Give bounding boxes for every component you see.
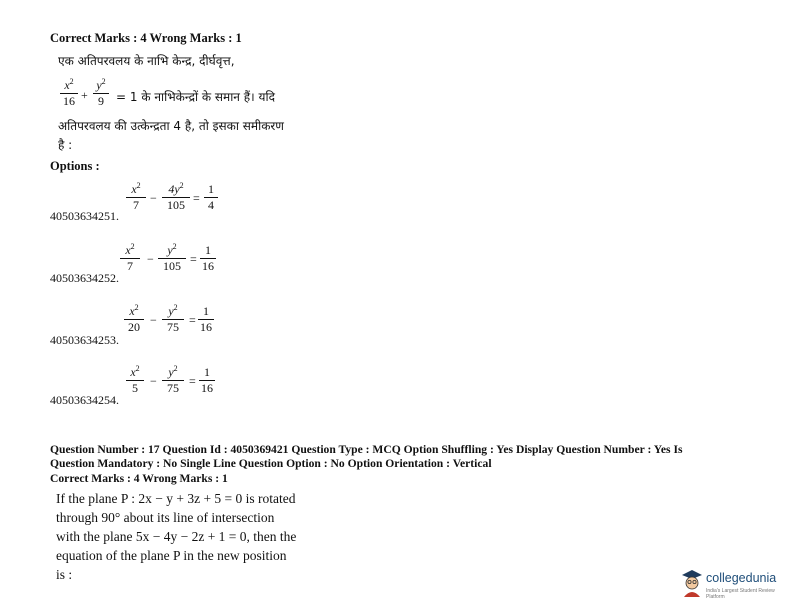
option-4-frac-b: $y^2$ 75 xyxy=(162,366,184,395)
option-1-frac-b: $4y^2$ 105 xyxy=(162,183,190,212)
q17-marks-line: Correct Marks : 4 Wrong Marks : 1 xyxy=(50,472,228,485)
option-2-equals: = xyxy=(190,252,197,266)
q16-text-line-1: एक अतिपरवलय के नाभि केन्द्र, दीर्घवृत्त, xyxy=(58,54,235,68)
option-1-frac-a: $x^2$ 7 xyxy=(126,183,146,212)
q16-eq-num-x: x xyxy=(64,78,70,92)
option-3-id[interactable]: 40503634253. xyxy=(50,333,119,347)
q16-eq-frac-x: $x^2$ 16 xyxy=(60,79,78,108)
q16-text-line-3: अतिपरवलय की उत्केन्द्रता 4 है, तो इसका समीकरण xyxy=(58,119,284,133)
option-2-frac-a: $x^2$ 7 xyxy=(120,244,140,273)
option-1-frac-r: 1 4 xyxy=(204,183,218,212)
q16-eq-den-x: 16 xyxy=(63,94,75,108)
option-3-frac-b: $y^2$ 75 xyxy=(162,305,184,334)
option-3-minus: − xyxy=(150,313,157,327)
q16-eq-num-y: y xyxy=(96,78,102,92)
option-3-frac-r: 1 16 xyxy=(200,304,212,334)
q16-eq-den-y: 9 xyxy=(98,94,104,108)
q17-header-line-1: Question Number : 17 Question Id : 4050369421 Question Type : MCQ Option Shuffling : Yes Display Question Number : Yes Is xyxy=(50,443,683,456)
option-4-frac-r: 1 16 xyxy=(201,365,213,395)
q16-eq-rest: = 1 के नाभिकेन्द्रों के समान हैं। यदि xyxy=(116,90,275,104)
option-4-id[interactable]: 40503634254. xyxy=(50,393,119,407)
option-2-minus: − xyxy=(147,252,154,266)
option-2-frac-b: $y^2$ 105 xyxy=(158,244,186,273)
option-4-minus: − xyxy=(150,374,157,388)
q16-eq-plus: + xyxy=(81,88,88,102)
q17-text-line-1: If the plane P : 2x − y + 3z + 5 = 0 is rotated xyxy=(56,491,296,506)
q17-text-line-4: equation of the plane P in the new position xyxy=(56,548,287,563)
option-4-frac-a: $x^2$ 5 xyxy=(126,366,144,395)
logo-name: collegedunia xyxy=(706,571,777,585)
option-2-id[interactable]: 40503634252. xyxy=(50,271,119,285)
q16-marks-line: Correct Marks : 4 Wrong Marks : 1 xyxy=(50,31,242,45)
option-4-equals: = xyxy=(189,374,196,388)
q17-text-line-5: is : xyxy=(56,567,73,582)
q17-text-line-3: with the plane 5x − 4y − 2z + 1 = 0, then the xyxy=(56,529,297,544)
graduate-mascot-icon xyxy=(680,568,704,598)
collegedunia-logo xyxy=(680,568,780,604)
q16-eq-frac-y: $y^2$ 9 xyxy=(93,79,109,108)
option-1-minus: − xyxy=(150,191,157,205)
option-2-frac-r: 1 16 xyxy=(202,243,214,273)
logo-tagline: India's Largest Student Review Platform xyxy=(706,588,775,600)
option-1-equals: = xyxy=(193,191,200,205)
q16-text-line-4: है : xyxy=(58,138,73,152)
q17-text-line-2: through 90° about its line of intersection xyxy=(56,510,275,525)
option-1-id[interactable]: 40503634251. xyxy=(50,209,119,223)
q16-options-label: Options : xyxy=(50,159,100,173)
option-3-equals: = xyxy=(189,313,196,327)
option-3-frac-a: $x^2$ 20 xyxy=(124,305,144,334)
q17-header-line-2: Question Mandatory : No Single Line Question Option : No Option Orientation : Vertical xyxy=(50,457,492,470)
